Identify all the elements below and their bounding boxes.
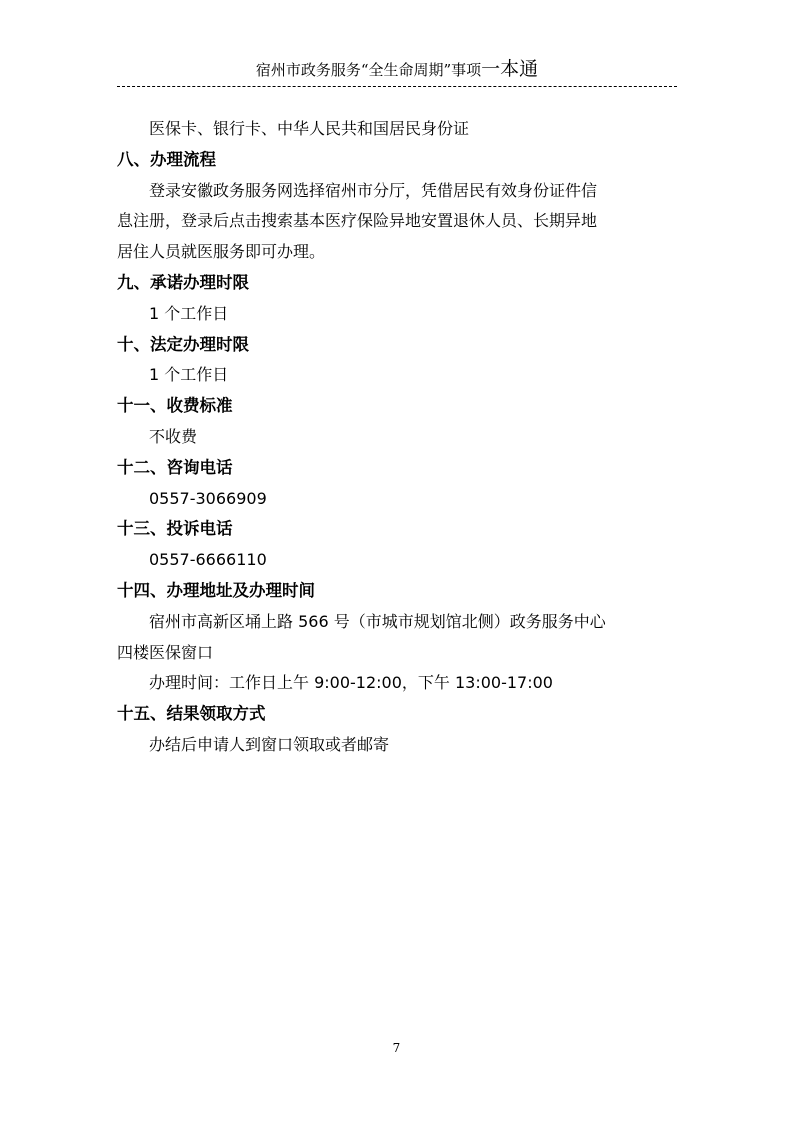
section-heading-promised-time: 九、承诺办理时限 (117, 272, 249, 292)
section-heading-address-hours: 十四、办理地址及办理时间 (117, 580, 315, 600)
promised-time-value: 1 个工作日 (149, 303, 229, 323)
address-line-1: 宿州市高新区埇上路 566 号（市城市规划馆北侧）政务服务中心 (149, 611, 606, 631)
page-number: 7 (392, 1041, 401, 1055)
section-heading-legal-time: 十、法定办理时限 (117, 334, 249, 354)
process-text-line-1: 登录安徽政务服务网选择宿州市分厅，凭借居民有效身份证件信 (149, 180, 598, 200)
process-text-line-2: 息注册，登录后点击搜索基本医疗保险异地安置退休人员、长期异地 (117, 211, 598, 231)
required-materials-text: 医保卡、银行卡、中华人民共和国居民身份证 (149, 119, 470, 138)
complaint-phone-value: 0557-6666110 (149, 550, 267, 570)
legal-time-value: 1 个工作日 (149, 365, 229, 385)
process-text-line-3: 居住人员就医服务即可办理。 (117, 242, 326, 262)
section-heading-result-delivery: 十五、结果领取方式 (117, 704, 266, 724)
document-body (117, 114, 693, 761)
office-hours-text: 办理时间：工作日上午 9:00-12:00，下午 13:00-17:00 (149, 673, 553, 693)
header-divider (117, 86, 677, 87)
result-delivery-value: 办结后申请人到窗口领取或者邮寄 (149, 734, 390, 754)
consult-phone-value: 0557-3066909 (149, 488, 267, 508)
address-line-2: 四楼医保窗口 (117, 642, 214, 662)
section-heading-complaint-phone: 十三、投诉电话 (117, 519, 233, 539)
section-heading-consult-phone: 十二、咨询电话 (117, 457, 233, 477)
page-header (117, 58, 677, 81)
fees-value: 不收费 (149, 426, 198, 446)
section-heading-fees: 十一、收费标准 (117, 396, 233, 416)
header-title-main: 宿州市政务服务“全生命周期”事项 (255, 61, 482, 79)
section-heading-process: 八、办理流程 (117, 149, 216, 169)
header-title-tail: 一本通 (481, 58, 539, 80)
